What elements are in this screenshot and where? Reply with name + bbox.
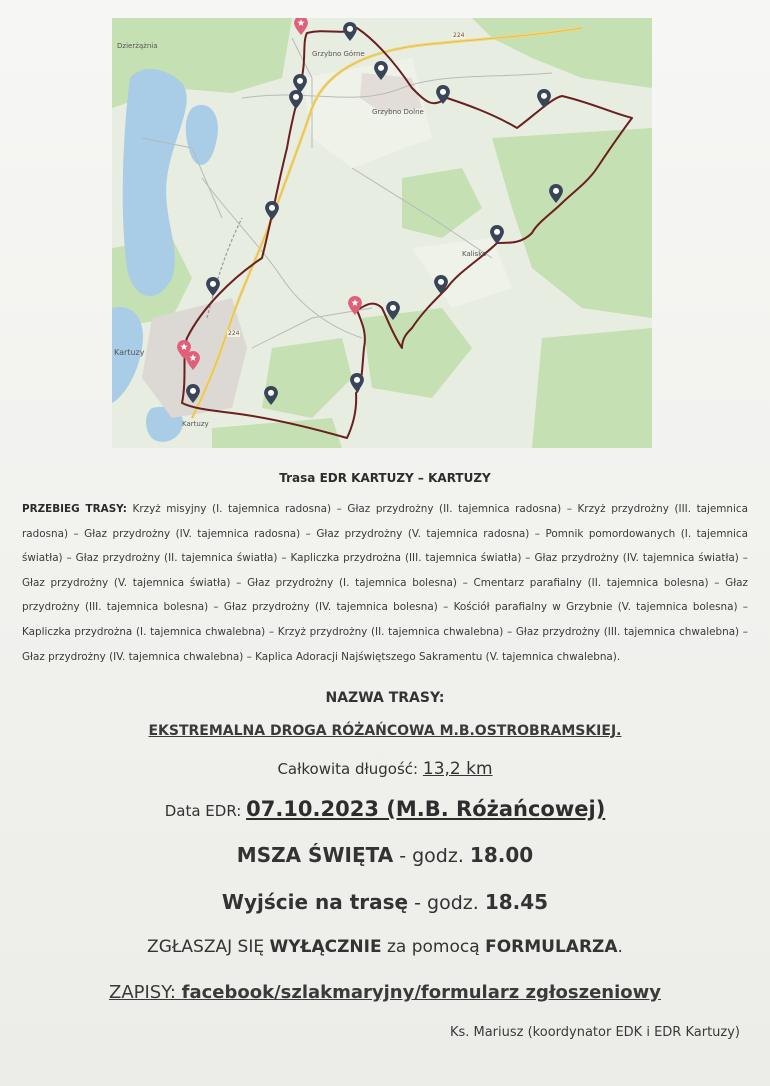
mass-sep: - godz. <box>393 845 470 867</box>
map-pin-icon <box>386 301 400 320</box>
signup-label: ZAPISY: <box>108 982 182 1003</box>
map-pin-icon <box>374 61 388 80</box>
map-pin-icon <box>343 22 357 41</box>
mass-time-value: 18.00 <box>469 843 534 867</box>
map-label-kartuzy: Kartuzy <box>114 348 145 357</box>
map-pin-icon <box>186 384 200 403</box>
departure-time <box>0 890 770 914</box>
map-pin-icon <box>537 89 551 108</box>
map-pin-icon <box>436 85 450 104</box>
pin-star-icon <box>348 296 362 315</box>
route-description <box>22 497 748 669</box>
route-description-text: Krzyż misyjny (I. tajemnica radosna) – Głaz przydrożny (II. tajemnica radosna) – Krzyż przydrożny (III. tajemnica radosna) – Głaz przydrożny (IV. tajemnica radosna) – Głaz przydrożny (V. tajemnica radosna) – Pomnik pomordowanych (I. tajemnica światła) – Głaz przydrożny (II. tajemnica światła) – Kapliczka przydrożna (III. tajemnica światła) – Głaz przydrożny (IV. tajemnica światła) – Głaz przydrożny (V. tajemnica światła) – Głaz przydrożny (I. tajemnica bolesna) – Cmentarz parafialny (II. tajemnica bolesna) – Głaz przydrożny (III. tajemnica bolesna) – Głaz przydrożny (IV. tajemnica bolesna) – Kościół parafialny w Grzybnie (V. tajemnica bolesna) – Kapliczka przydrożna (I. tajemnica chwalebna) – Krzyż przydrożny (II. tajemnica chwalebna) – Głaz przydrożny (III. tajemnica chwalebna) – Głaz przydrożny (IV. tajemnica chwalebna) – Kaplica Adoracji Najświętszego Sakramentu (V. tajemnica chwalebna). <box>22 503 748 663</box>
registration-text: za pomocą <box>381 937 486 957</box>
route-title: Trasa EDR KARTUZY – KARTUZY <box>279 471 491 485</box>
map-label-dzierzaznia: Dzierżążnia <box>117 42 158 50</box>
map-label-kalisko: Kalisko <box>462 250 487 258</box>
pin-star-icon <box>186 351 200 370</box>
road-number: 224 <box>228 330 240 337</box>
map-label-grzybno-gorne: Grzybno Górne <box>312 50 365 58</box>
registration-text: ZGŁASZAJ SIĘ <box>147 937 270 957</box>
registration-period: . <box>617 937 623 957</box>
departure-label: Wyjście na trasę <box>221 890 409 914</box>
pin-star-icon <box>294 18 308 35</box>
route-name-text: EKSTREMALNA DROGA RÓŻAŃCOWA M.B.OSTROBRAMSKIEJ <box>148 723 617 739</box>
route-map <box>112 18 652 448</box>
route-description-label: PRZEBIEG TRASY: <box>22 503 127 515</box>
registration-form-word: FORMULARZA <box>485 937 618 957</box>
map-pin-icon <box>350 373 364 392</box>
route-length <box>0 759 770 779</box>
departure-time-value: 18.45 <box>484 890 549 914</box>
road-number: 224 <box>453 32 465 39</box>
registration-note <box>0 937 770 957</box>
map-pin-icon <box>289 90 303 109</box>
mass-time <box>0 843 770 867</box>
map-pin-icon <box>265 201 279 220</box>
departure-sep: - godz. <box>408 892 485 914</box>
signup-line <box>0 982 770 1003</box>
map-label-kartuzy-station: Kartuzy <box>182 420 209 428</box>
signature: Ks. Mariusz (koordynator EDK i EDR Kartuzy) <box>449 1025 740 1040</box>
map-pin-icon <box>434 275 448 294</box>
signup-value: facebook/szlakmaryjny/formularz zgłoszeniowy <box>181 982 662 1003</box>
map-pin-icon <box>549 184 563 203</box>
map-pin-icon <box>490 225 504 244</box>
event-date <box>0 797 770 821</box>
event-date-value: 07.10.2023 (M.B. Różańcowej) <box>246 797 606 821</box>
route-name-period: . <box>616 723 622 739</box>
map-pin-icon <box>264 386 278 405</box>
route-length-value: 13,2 km <box>422 759 493 779</box>
map-label-grzybno-dolne: Grzybno Dolne <box>372 108 424 116</box>
mass-label: MSZA ŚWIĘTA <box>236 843 394 867</box>
route-name <box>0 723 770 739</box>
map-pin-icon <box>206 277 220 296</box>
pin-layer <box>112 18 652 448</box>
event-date-label: Data EDR: <box>164 802 247 820</box>
route-length-label: Całkowita długość: <box>277 760 423 778</box>
route-name-label: NAZWA TRASY: <box>325 690 445 706</box>
registration-emphasis: WYŁĄCZNIE <box>269 937 382 957</box>
